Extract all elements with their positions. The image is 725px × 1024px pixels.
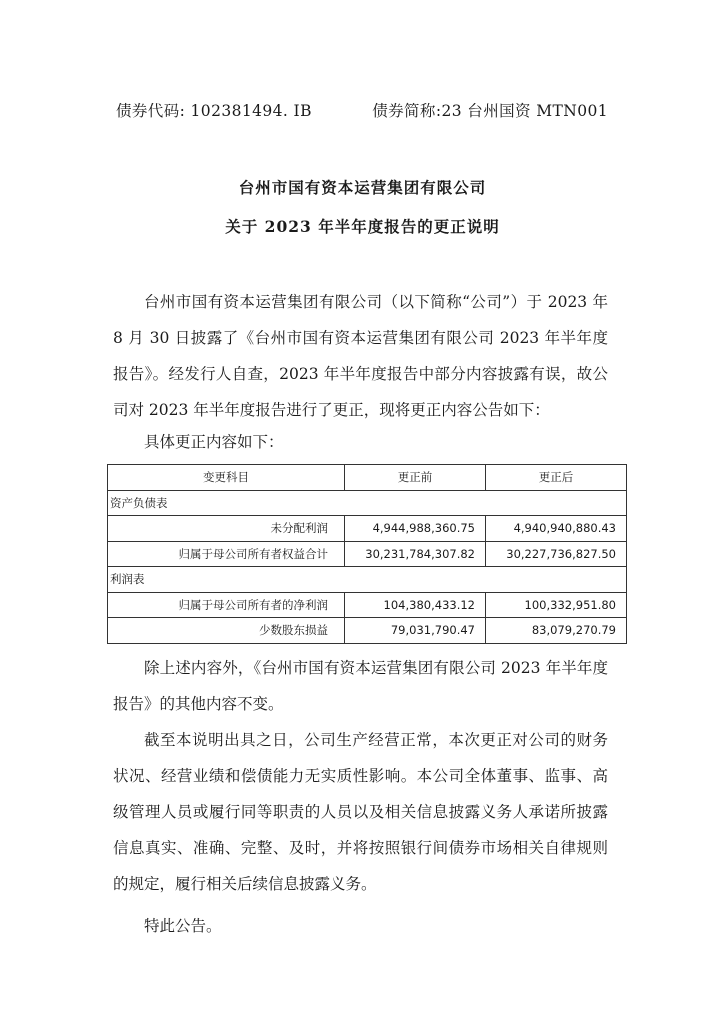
table-row [108, 541, 627, 567]
section-label-income-statement: 利润表 [108, 567, 627, 593]
table-row [108, 516, 627, 542]
intro-paragraph: 台州市国有资本运营集团有限公司（以下简称“公司”）于 2023 年 8 月 30 日披露了《台州市国有资本运营集团有限公司 2023 年半年度报告》。经发行人自查，2023 年半年度报告中部分内容披露有误，故公司对 2023 年半年度报告进行了更正，现将更正内容公告如下： [113, 293, 608, 419]
closing-statement: 特此公告。 [144, 917, 222, 935]
table-row [108, 618, 627, 644]
correction-table [107, 464, 627, 644]
section-row [108, 490, 627, 516]
bond-short-name: 债券简称:23 台州国资 MTN001 [372, 102, 608, 120]
row-item: 少数股东损益 [108, 618, 345, 644]
commitment-paragraph: 截至本说明出具之日，公司生产经营正常，本次更正对公司的财务状况、经营业绩和偿债能力无实质性影响。本公司全体董事、监事、高级管理人员或履行同等职责的人员以及相关信息披露义务人承诺所披露信息真实、准确、完整、及时，并将按照银行间债券市场相关自律规则的规定，履行相关后续信息披露义务。 [113, 731, 608, 893]
bond-code: 债券代码: 102381494. IB [116, 102, 312, 120]
row-after: 100,332,951.80 [486, 592, 627, 618]
row-after: 4,940,940,880.43 [486, 516, 627, 542]
header-after: 更正后 [486, 465, 627, 491]
row-before: 104,380,433.12 [345, 592, 486, 618]
section-row [108, 567, 627, 593]
row-item: 未分配利润 [108, 516, 345, 542]
table-header-row [108, 465, 627, 491]
unchanged-paragraph: 除上述内容外，《台州市国有资本运营集团有限公司 2023 年半年度报告》的其他内容不变。 [113, 659, 608, 713]
row-after: 30,227,736,827.50 [486, 541, 627, 567]
header-item: 变更科目 [108, 465, 345, 491]
row-item: 归属于母公司所有者的净利润 [108, 592, 345, 618]
document-title-company: 台州市国有资本运营集团有限公司 [238, 178, 487, 197]
header-before: 更正前 [345, 465, 486, 491]
table-intro: 具体更正内容如下： [144, 433, 284, 451]
row-item: 归属于母公司所有者权益合计 [108, 541, 345, 567]
bond-header [116, 99, 608, 121]
row-before: 79,031,790.47 [345, 618, 486, 644]
document-title-subject: 关于 2023 年半年度报告的更正说明 [225, 217, 500, 236]
table-row [108, 592, 627, 618]
row-after: 83,079,270.79 [486, 618, 627, 644]
section-label-balance-sheet: 资产负债表 [108, 490, 627, 516]
row-before: 30,231,784,307.82 [345, 541, 486, 567]
row-before: 4,944,988,360.75 [345, 516, 486, 542]
